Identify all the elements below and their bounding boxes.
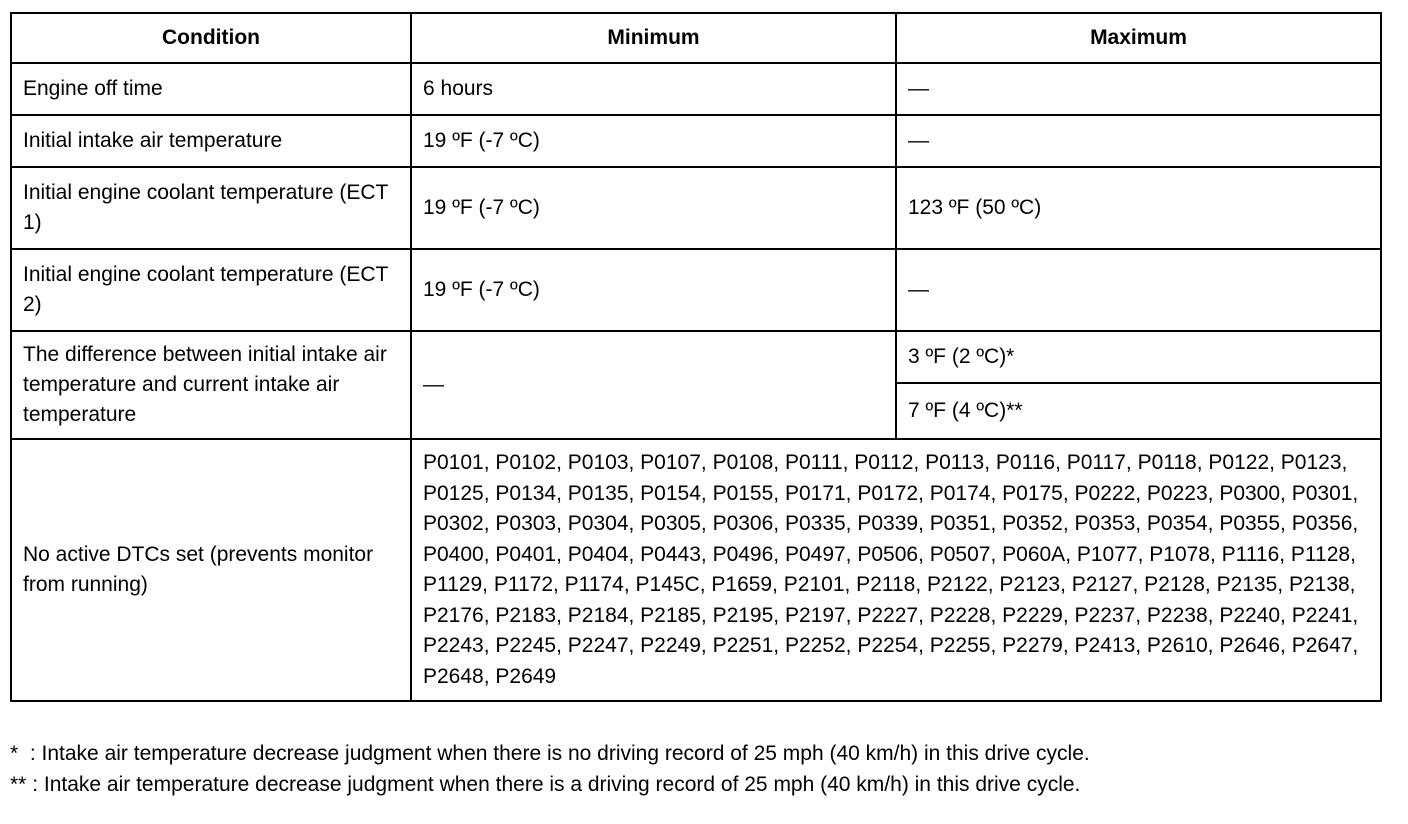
minimum-cell: —: [411, 331, 896, 439]
condition-cell: Engine off time: [11, 63, 411, 115]
minimum-cell: 19 ºF (-7 ºC): [411, 167, 896, 249]
footnote-1: [10, 738, 1090, 769]
header-minimum: Minimum: [411, 13, 896, 63]
maximum-cell: 123 ºF (50 ºC): [896, 167, 1381, 249]
conditions-table: [10, 12, 1382, 702]
table-row: [11, 331, 1381, 383]
condition-cell: No active DTCs set (prevents monitor from running): [11, 439, 411, 701]
table-row: [11, 63, 1381, 115]
maximum-cell: —: [896, 115, 1381, 167]
footnote-text: : Intake air temperature decrease judgment when there is no driving record of 25 mph (40 km/h) in this drive cycle.: [29, 742, 1090, 765]
footnote-mark: *: [10, 742, 19, 765]
footnote-2: [10, 769, 1090, 800]
maximum-cell-no-drive: 3 ºF (2 ºC)*: [896, 331, 1381, 383]
table-row: [11, 167, 1381, 249]
table-header-row: [11, 13, 1381, 63]
minimum-cell: 19 ºF (-7 ºC): [411, 249, 896, 331]
footnote-mark: **: [10, 773, 27, 796]
header-condition: Condition: [11, 13, 411, 63]
footnotes: [10, 738, 1090, 800]
footnote-text: : Intake air temperature decrease judgment when there is a driving record of 25 mph (40 km/h) in this drive cycle.: [32, 773, 1081, 796]
condition-cell: Initial engine coolant temperature (ECT 1): [11, 167, 411, 249]
maximum-cell: —: [896, 249, 1381, 331]
table-row: [11, 249, 1381, 331]
maximum-cell: —: [896, 63, 1381, 115]
dtc-list-cell: P0101, P0102, P0103, P0107, P0108, P0111, P0112, P0113, P0116, P0117, P0118, P0122, P0123, P0125, P0134, P0135, P0154, P0155, P0171, P0172, P0174, P0175, P0222, P0223, P0300, P0301, P0302, P0303, P0304, P0305, P0306, P0335, P0339, P0351, P0352, P0353, P0354, P0355, P0356, P0400, P0401, P0404, P0443, P0496, P0497, P0506, P0507, P060A, P1077, P1078, P1116, P1128, P1129, P1172, P1174, P145C, P1659, P2101, P2118, P2122, P2123, P2127, P2128, P2135, P2138, P2176, P2183, P2184, P2185, P2195, P2197, P2227, P2228, P2229, P2237, P2238, P2240, P2241, P2243, P2245, P2247, P2249, P2251, P2252, P2254, P2255, P2279, P2413, P2610, P2646, P2647, P2648, P2649: [411, 439, 1381, 701]
condition-cell: The difference between initial intake air temperature and current intake air temperature: [11, 331, 411, 439]
header-maximum: Maximum: [896, 13, 1381, 63]
condition-cell: Initial intake air temperature: [11, 115, 411, 167]
minimum-cell: 19 ºF (-7 ºC): [411, 115, 896, 167]
table-row: [11, 115, 1381, 167]
table-row: [11, 439, 1381, 701]
maximum-cell-with-drive: 7 ºF (4 ºC)**: [896, 383, 1381, 439]
condition-cell: Initial engine coolant temperature (ECT 2): [11, 249, 411, 331]
minimum-cell: 6 hours: [411, 63, 896, 115]
